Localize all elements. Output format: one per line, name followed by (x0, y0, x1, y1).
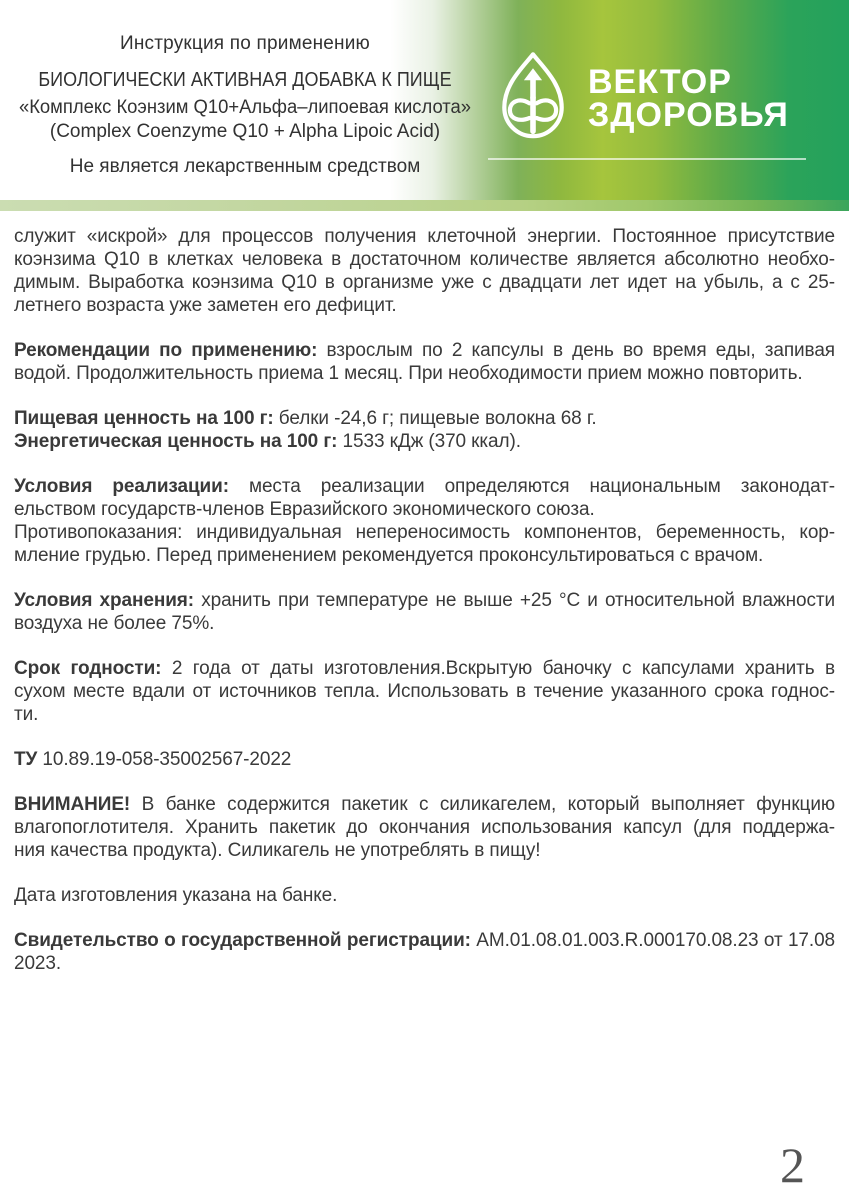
text-line: Условия реализации: места реализации определяются национальным законодат- (14, 476, 836, 497)
leaf-arrow-logo-icon (498, 51, 568, 143)
text-line: ния качества продукта). Силикагель не употреблять в пищу! (14, 840, 541, 861)
paragraph (14, 793, 835, 862)
bold-lead-in: Свидетельство о государственной регистрации: (14, 930, 471, 951)
paragraph (14, 884, 835, 907)
text-line: ВНИМАНИЕ! В банке содержится пакетик с силикагелем, который выполняет функцию (14, 794, 835, 815)
bold-lead-in: Энергетическая ценность на 100 г: (14, 431, 338, 452)
text-line: Срок годности: 2 года от даты изготовления.Вскрытую баночку с капсулами хранить в (14, 658, 835, 679)
text-line: ельством государств-членов Евразийского экономического союза. (14, 499, 595, 520)
paragraph (14, 657, 835, 726)
bold-lead-in: Срок годности: (14, 658, 162, 679)
text-line: Условия хранения: хранить при температуре не выше +25 °C и относительной влажности (14, 590, 835, 611)
text-line: Противопоказания: индивидуальная непереносимость компонентов, беременность, кор- (14, 522, 835, 543)
instruction-title: Инструкция по применению (119, 33, 371, 54)
header (0, 0, 849, 200)
brand-name-line1: ВЕКТОР (588, 63, 732, 101)
paragraph (14, 339, 835, 385)
disclaimer: Не является лекарственным средством (69, 156, 421, 177)
document-body (14, 225, 835, 997)
header-stripe (0, 200, 849, 211)
paragraph (14, 225, 835, 317)
product-name-en: (Complex Coenzyme Q10 + Alpha Lipoic Acid) (49, 121, 441, 142)
bold-lead-in: Пищевая ценность на 100 г: (14, 408, 274, 429)
text-line: сухом месте вдали от источников тепла. Использовать в течение указанного срока годнос- (14, 681, 835, 702)
paragraph (14, 748, 835, 771)
page-number: 2 (780, 1137, 805, 1193)
text-line: Пищевая ценность на 100 г: белки -24,6 г; пищевые волокна 68 г. (14, 408, 597, 429)
text-line: служит «искрой» для процессов получения клеточной энергии. Постоянное присутствие (14, 226, 835, 247)
text-line: воздуха не более 75%. (14, 613, 215, 634)
paragraph (14, 929, 835, 975)
bold-lead-in: Рекомендации по применению: (14, 340, 318, 361)
text-line: ти. (14, 704, 39, 725)
text-line: Свидетельство о государственной регистрации: AM.01.08.01.003.R.000170.08.23 от 17.08 (14, 930, 835, 951)
text-line: коэнзима Q10 в клетках человека в достаточном количестве является абсолютно необхо- (14, 249, 835, 270)
paragraph (14, 475, 835, 567)
brand-name-line2: ЗДОРОВЬЯ (588, 96, 789, 134)
bold-lead-in: Условия хранения: (14, 590, 195, 611)
text-line: ТУ 10.89.19-058-35002567-2022 (14, 749, 292, 770)
bold-lead-in: ТУ (14, 749, 38, 770)
product-name-ru: «Комплекс Коэнзим Q10+Альфа–липоевая кислота» (18, 97, 472, 118)
brand-name (588, 63, 789, 134)
bold-lead-in: Условия реализации: (14, 476, 229, 497)
text-line: димым. Выработка коэнзима Q10 в организме уже с двадцати лет идет на убыль, а с 25- (14, 272, 835, 293)
text-line: Энергетическая ценность на 100 г: 1533 кДж (370 ккал). (14, 431, 521, 452)
header-text-block (8, 0, 482, 178)
text-line: 2023. (14, 953, 62, 974)
text-line: мление грудью. Перед применением рекомендуется проконсультироваться с врачом. (14, 545, 764, 566)
text-line: влагопоглотителя. Хранить пакетик до окончания использования капсул (для поддержа- (14, 817, 835, 838)
text-line: Дата изготовления указана на банке. (14, 885, 338, 906)
bold-lead-in: ВНИМАНИЕ! (14, 794, 131, 815)
text-line: водой. Продолжительность приема 1 месяц. При необходимости прием можно повторить. (14, 363, 803, 384)
paragraph (14, 589, 835, 635)
paragraph (14, 407, 835, 453)
text-line: Рекомендации по применению: взрослым по 2 капсулы в день во время еды, запивая (14, 340, 835, 361)
text-line: летнего возраста уже заметен его дефицит. (14, 295, 397, 316)
supplement-type: БИОЛОГИЧЕСКИ АКТИВНАЯ ДОБАВКА К ПИЩЕ (38, 69, 452, 91)
brand-divider (488, 158, 806, 160)
